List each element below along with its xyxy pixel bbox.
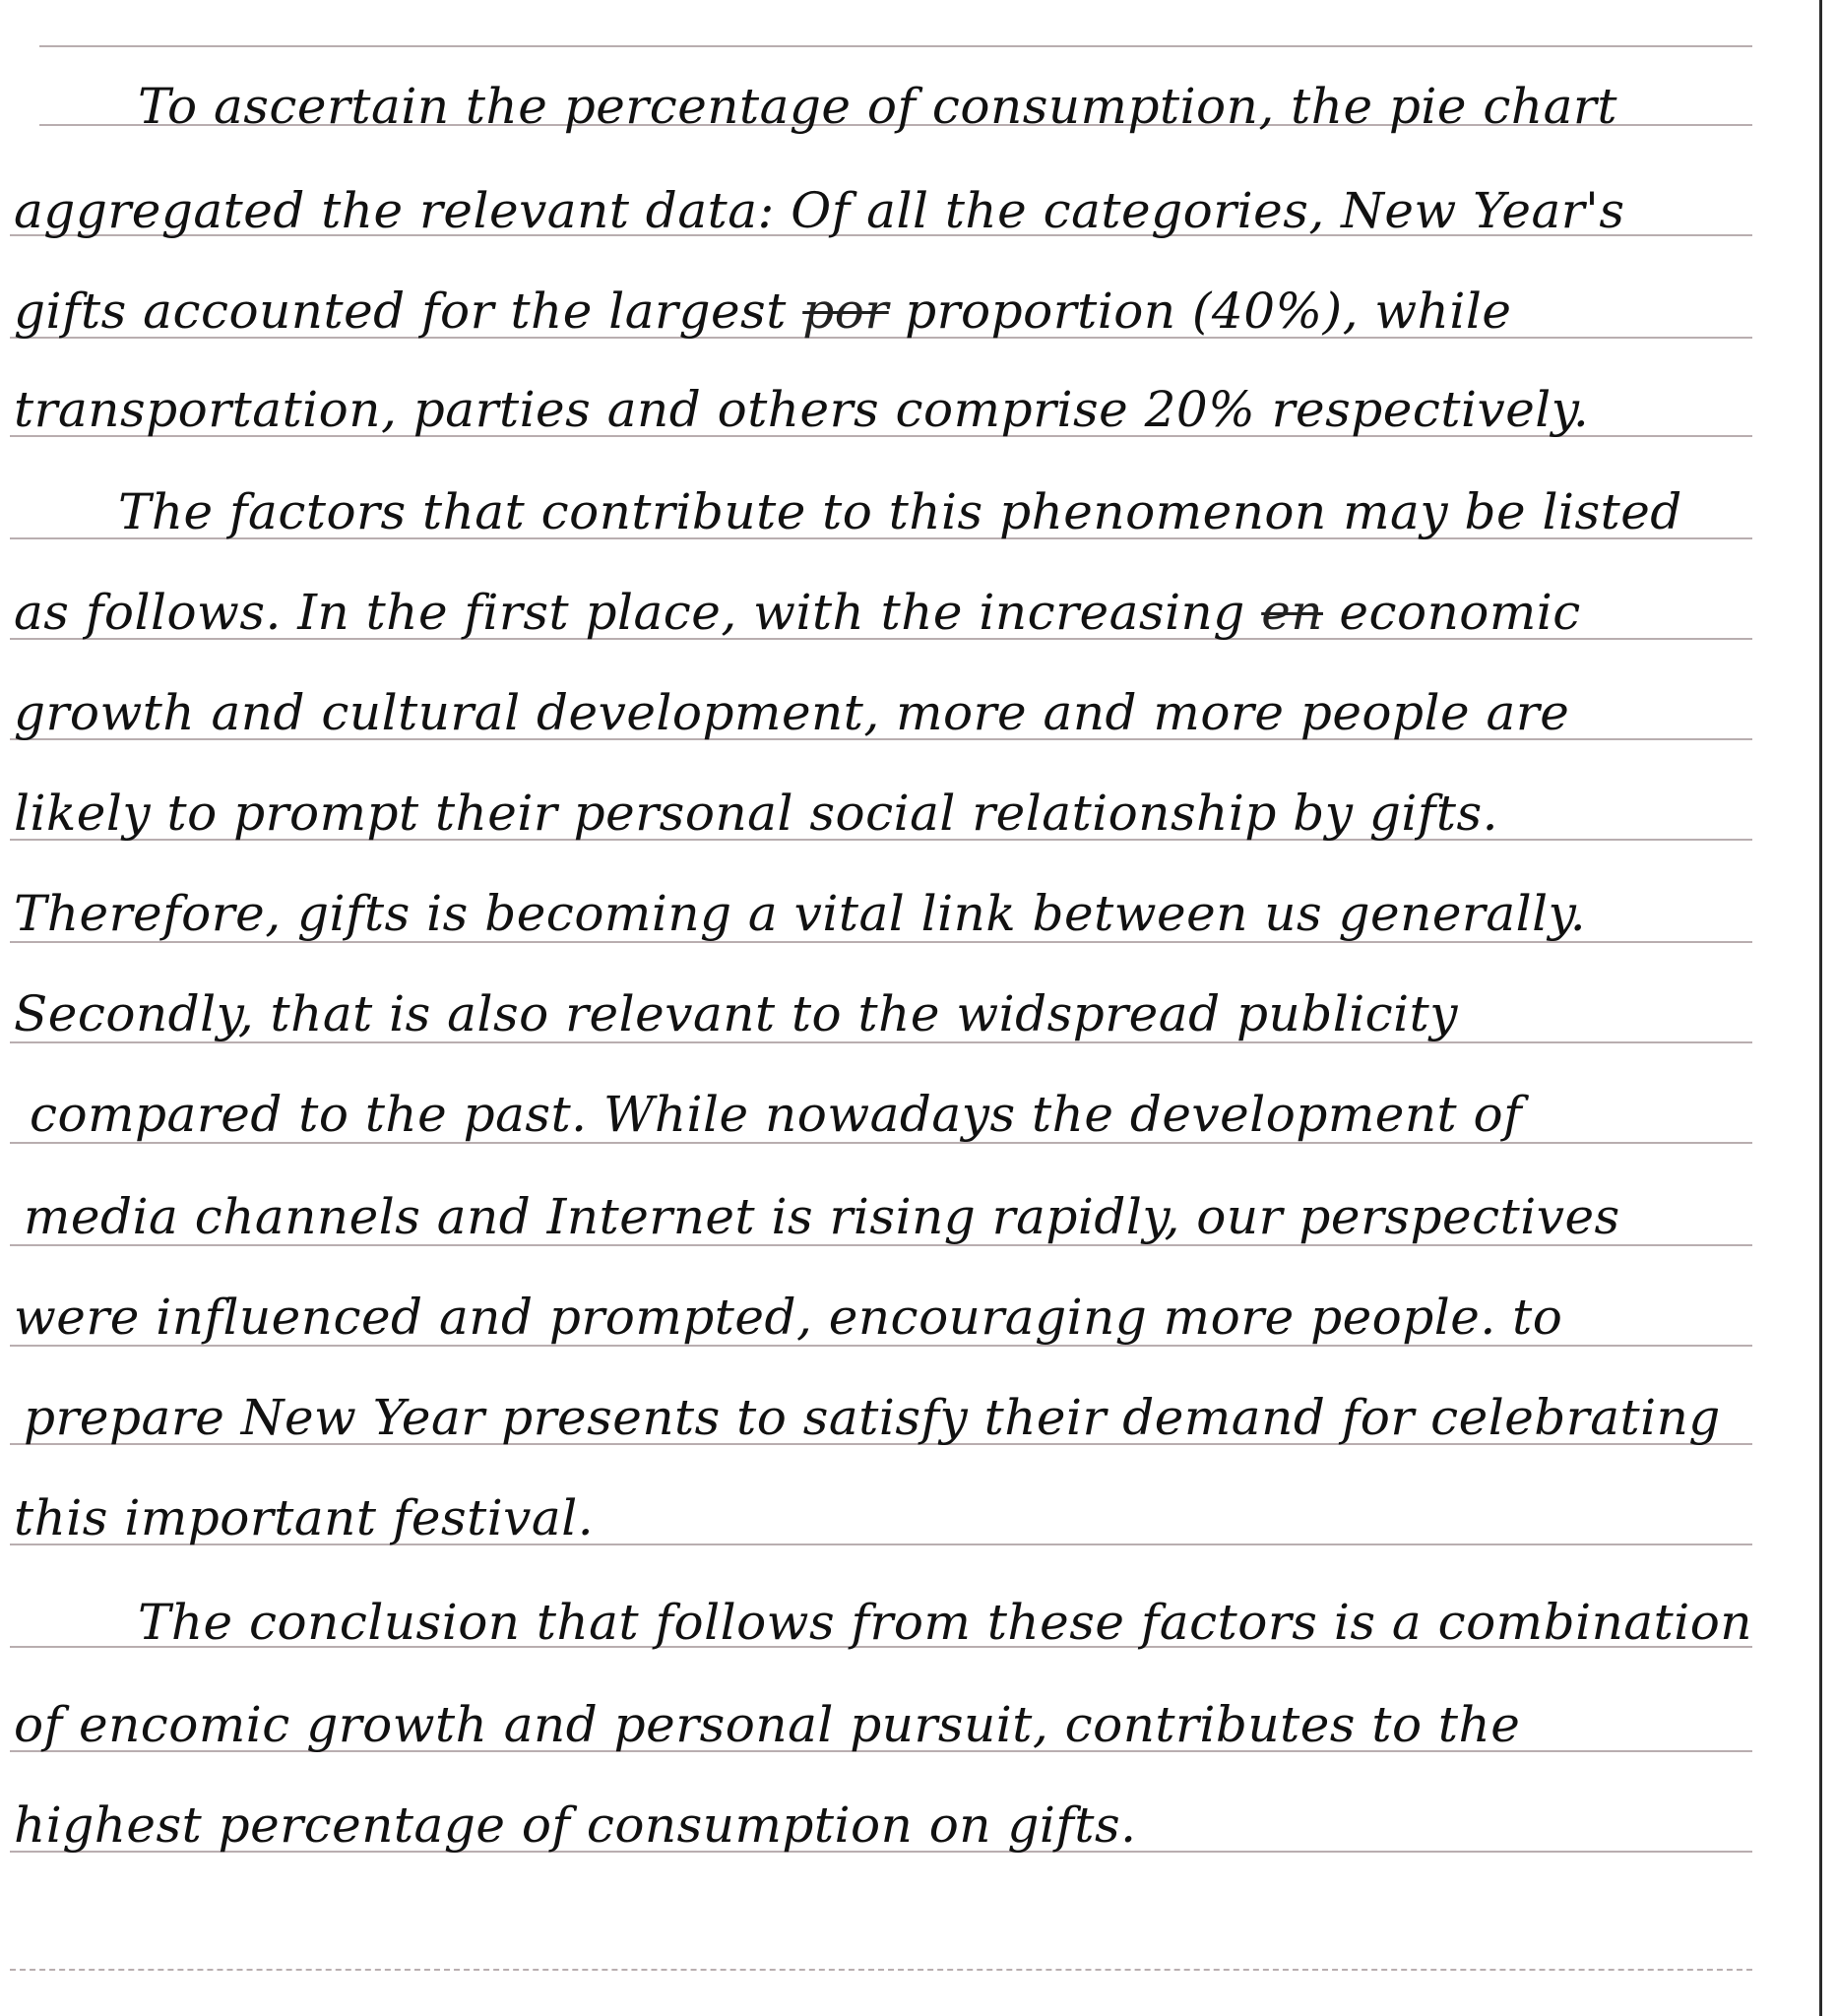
paragraph-1-line-1: To ascertain the percentage of consumption, the pie chart <box>138 78 1617 135</box>
paragraph-2-line-1: The factors that contribute to this phenomenon may be listed <box>118 483 1682 540</box>
paragraph-2-line-11: this important festival. <box>14 1489 595 1546</box>
paragraph-2-line-2 <box>14 583 1581 642</box>
paragraph-3-line-3: highest percentage of consumption on gifts. <box>14 1796 1137 1854</box>
line-text: as follows. In the first place, with the increasing <box>14 584 1245 641</box>
line-text-continued: proportion (40%), while <box>905 283 1512 340</box>
paragraph-3-line-2: of encomic growth and personal pursuit, contributes to the <box>14 1696 1521 1753</box>
paragraph-1-line-4: transportation, parties and others comprise 20% respectively. <box>14 381 1590 438</box>
paragraph-2-line-7: compared to the past. While nowadays the development of <box>30 1086 1523 1143</box>
ruled-line <box>39 45 1752 47</box>
paragraph-1-line-3 <box>14 282 1511 341</box>
paragraph-2-line-10: prepare New Year presents to satisfy their demand for celebrating <box>24 1389 1721 1446</box>
paragraph-1-line-2: aggregated the relevant data: Of all the categories, New Year's <box>14 182 1625 239</box>
struck-out-word: en <box>1261 584 1323 641</box>
line-text: gifts accounted for the largest <box>14 283 787 340</box>
paragraph-3-line-1: The conclusion that follows from these factors is a combination <box>138 1594 1752 1651</box>
page-edge <box>1819 0 1822 2016</box>
paragraph-2-line-9: were influenced and prompted, encouraging more people. to <box>14 1289 1563 1346</box>
paragraph-2-line-6: Secondly, that is also relevant to the widspread publicity <box>14 985 1459 1042</box>
struck-out-word: por <box>802 283 889 340</box>
ruled-line-dashed <box>10 1969 1752 1971</box>
paragraph-2-line-5: Therefore, gifts is becoming a vital link between us generally. <box>14 885 1587 942</box>
paragraph-2-line-4: likely to prompt their personal social relationship by gifts. <box>14 785 1499 842</box>
line-text-continued: economic <box>1339 584 1581 641</box>
paragraph-2-line-8: media channels and Internet is rising rapidly, our perspectives <box>24 1188 1620 1245</box>
paragraph-2-line-3: growth and cultural development, more and more people are <box>14 684 1570 741</box>
